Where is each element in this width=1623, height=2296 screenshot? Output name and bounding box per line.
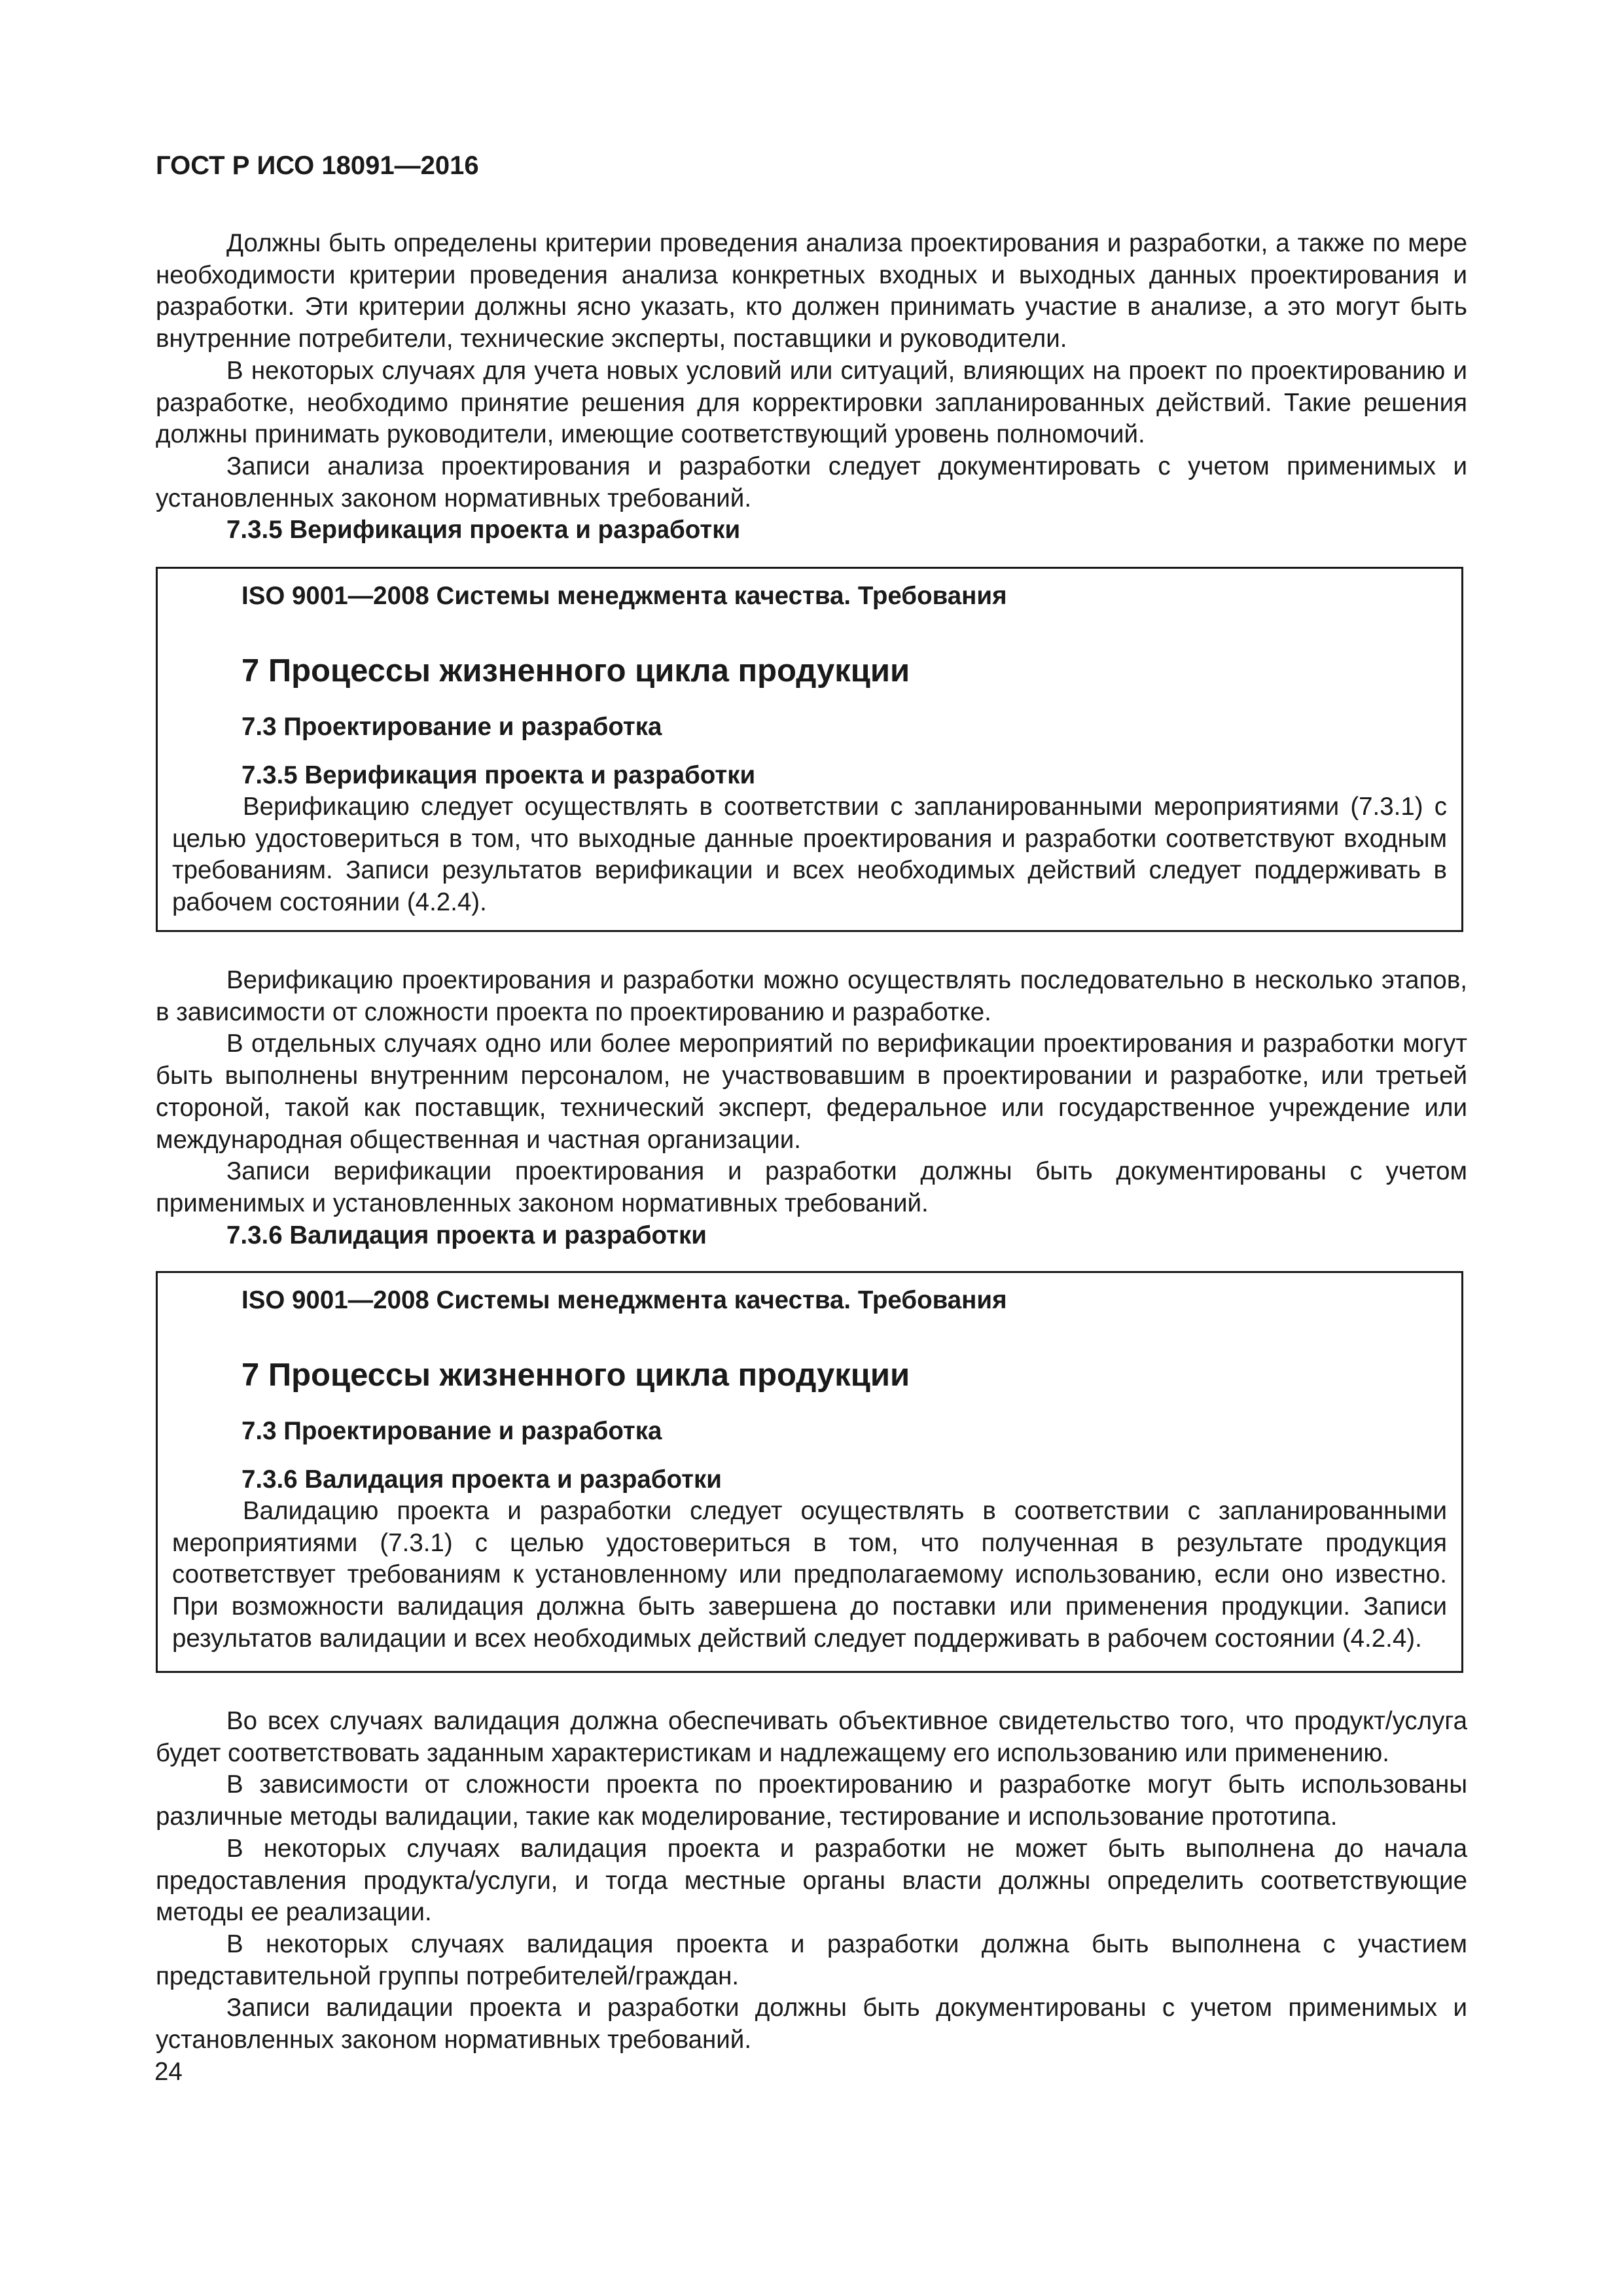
paragraph: В зависимости от сложности проекта по проектированию и разработке могут быть использованы различные методы валидации, такие как моделирование, тестирование и использование прототипа. [156, 1770, 1467, 1831]
paragraph: Записи верификации проектирования и разработки должны быть документированы с учетом применимых и установленных законом нормативных требований. [156, 1157, 1467, 1217]
paragraph: Записи анализа проектирования и разработки следует документировать с учетом применимых и установленных законом нормативных требований. [156, 452, 1467, 512]
paragraph: В отдельных случаях одно или более мероприятий по верификации проектирования и разработки могут быть выполнены внутренним персоналом, не участвовавшим в проектировании и разработке, или третьей стороной, такой как поставщик, технический эксперт, федеральное или государственное учреждение или международная общественная и частная организации. [156, 1030, 1467, 1154]
section-title: 7.3 Проектирование и разработка [241, 713, 662, 741]
paragraph: Записи валидации проекта и разработки должны быть документированы с учетом применимых и установленных законом нормативных требований. [156, 1994, 1467, 2054]
chapter-title: 7 Процессы жизненного цикла продукции [241, 653, 910, 689]
paragraph: Верификацию проектирования и разработки можно осуществлять последовательно в несколько этапов, в зависимости от сложности проекта по проектированию и разработке. [156, 966, 1467, 1026]
paragraph: В некоторых случаях валидация проекта и разработки не может быть выполнена до начала предоставления продукта/услуги, и тогда местные органы власти должны определить соответствующие методы ее реализации. [156, 1834, 1467, 1927]
iso-excerpt-box-verification [156, 567, 1463, 932]
verification-section [156, 965, 1467, 1251]
section-title: 7.3 Проектирование и разработка [241, 1417, 662, 1445]
intro-section [156, 228, 1467, 547]
paragraph: В некоторых случаях для учета новых условий или ситуаций, влияющих на проект по проектированию и разработке, необходимо принятие решения для корректировки запланированных действий. Такие решения должны принимать руководители, имеющие соответствующий уровень полномочий. [156, 356, 1467, 449]
page-number: 24 [154, 2058, 183, 2086]
paragraph: Во всех случаях валидация должна обеспечивать объективное свидетельство того, что продукт/услуга будет соответствовать заданным характеристикам и надлежащему его использованию или применению. [156, 1707, 1467, 1767]
validation-section [156, 1706, 1467, 2056]
section-heading-7-3-6: 7.3.6 Валидация проекта и разработки [226, 1221, 707, 1249]
document-header: ГОСТ Р ИСО 18091—2016 [156, 151, 479, 180]
iso-standard-title: ISO 9001—2008 Системы менеджмента качества. Требования [241, 1286, 1007, 1314]
subsection-title: 7.3.5 Верификация проекта и разработки [241, 761, 756, 789]
paragraph: Верификацию следует осуществлять в соответствии с запланированными мероприятиями (7.3.1) с целью удостовериться в том, что выходные данные проектирования и разработки соответствуют входным требованиям. Записи результатов верификации и всех необходимых действий следует поддерживать в рабочем состоянии (4.2.4). [172, 793, 1447, 917]
excerpt-text [172, 791, 1447, 919]
iso-excerpt-box-validation [156, 1271, 1463, 1673]
excerpt-text [172, 1496, 1447, 1655]
iso-standard-title: ISO 9001—2008 Системы менеджмента качества. Требования [241, 582, 1007, 610]
subsection-title: 7.3.6 Валидация проекта и разработки [241, 1465, 722, 1494]
paragraph: Должны быть определены критерии проведения анализа проектирования и разработки, а также по мере необходимости критерии проведения анализа конкретных входных и выходных данных проектирования и разработки. Эти критерии должны ясно указать, кто должен принимать участие в анализе, а это могут быть внутренние потребители, технические эксперты, поставщики и руководители. [156, 229, 1467, 353]
paragraph: В некоторых случаях валидация проекта и разработки должна быть выполнена с участием представительной группы потребителей/граждан. [156, 1929, 1467, 1990]
chapter-title: 7 Процессы жизненного цикла продукции [241, 1357, 910, 1393]
paragraph: Валидацию проекта и разработки следует осуществлять в соответствии с запланированными мероприятиями (7.3.1) с целью удостовериться в том, что полученная в результате продукция соответствует требованиям к установленному или предполагаемому использованию, если оно известно. При возможности валидация должна быть завершена до поставки или применения продукции. Записи результатов валидации и всех необходимых действий следует поддерживать в рабочем состоянии (4.2.4). [172, 1497, 1447, 1653]
section-heading-7-3-5: 7.3.5 Верификация проекта и разработки [226, 516, 741, 545]
